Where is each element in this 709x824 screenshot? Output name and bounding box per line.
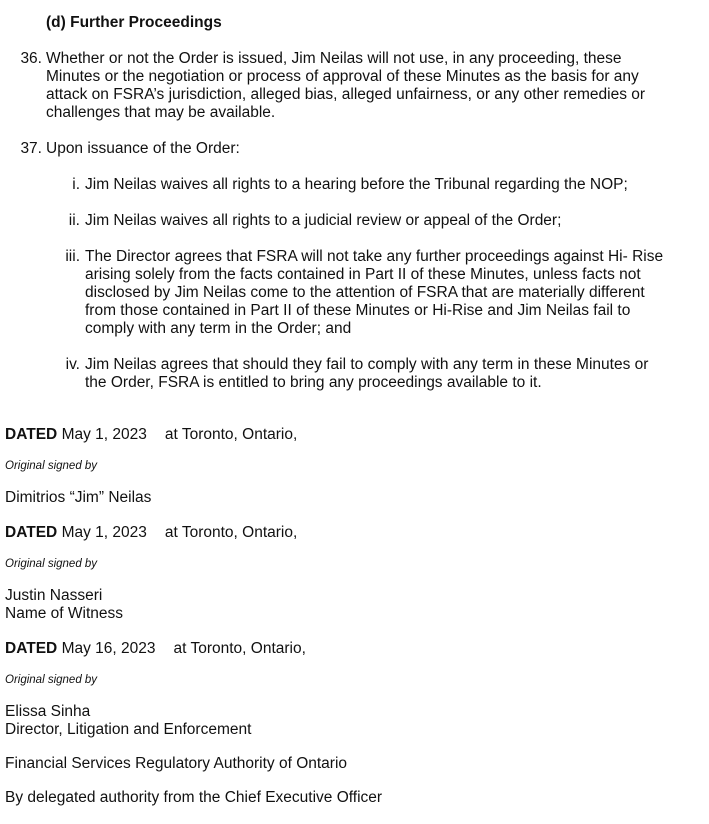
text-line: The Director agrees that FSRA will not take any further proceedings against Hi- Rise [85, 248, 664, 265]
paragraph-number: 36. [20, 50, 42, 67]
date-value: May 1, 2023 [61, 524, 147, 541]
text-line: challenges that may be available. [46, 104, 276, 121]
text-line: from those contained in Part II of these Minutes or Hi-Rise and Jim Neilas fail to [85, 302, 631, 319]
name-line: Name of Witness [5, 605, 124, 622]
subitem-numeral: iii. [65, 248, 80, 265]
dated-label: DATED [5, 640, 58, 657]
organization-name: Financial Services Regulatory Authority of Ontario [5, 755, 348, 772]
signed-note: Original signed by [5, 674, 98, 686]
subitem-numeral: i. [72, 176, 80, 193]
name-line: Director, Litigation and Enforcement [5, 721, 252, 738]
paragraph-37-text [46, 140, 240, 158]
dated-label: DATED [5, 426, 58, 443]
place-value: at Toronto, Ontario, [164, 524, 298, 541]
text-line: Upon issuance of the Order: [46, 140, 240, 157]
text-line: Minutes or the negotiation or process of approval of these Minutes as the basis for any [46, 68, 639, 85]
dated-line [5, 524, 297, 542]
text-line: comply with any term in the Order; and [85, 320, 352, 337]
place-value: at Toronto, Ontario, [173, 640, 306, 657]
date-value: May 1, 2023 [61, 426, 147, 443]
dated-line [5, 426, 297, 444]
dated-label: DATED [5, 524, 58, 541]
name-line: Elissa Sinha [5, 703, 91, 720]
text-line: the Order, FSRA is entitled to bring any proceedings available to it. [85, 374, 542, 391]
name-line: Dimitrios “Jim” Neilas [5, 489, 152, 506]
dated-line [5, 640, 306, 658]
text-line: arising solely from the facts contained in Part II of these Minutes, unless facts not [85, 266, 641, 283]
text-line: Whether or not the Order is issued, Jim Neilas will not use, in any proceeding, these [46, 50, 622, 67]
paragraph-36-text [46, 50, 645, 122]
signed-note: Original signed by [5, 558, 98, 570]
authority-statement: By delegated authority from the Chief Executive Officer [5, 789, 383, 806]
text-line: Jim Neilas waives all rights to a hearing before the Tribunal regarding the NOP; [85, 176, 628, 193]
signatory-name [5, 489, 151, 507]
place-value: at Toronto, Ontario, [164, 426, 298, 443]
subitem-iv-text [85, 356, 648, 392]
subitem-iii-text [85, 248, 663, 338]
signatory-name [5, 587, 123, 623]
text-line: Jim Neilas waives all rights to a judicial review or appeal of the Order; [85, 212, 562, 229]
subitem-numeral: ii. [68, 212, 80, 229]
signed-note: Original signed by [5, 460, 98, 472]
date-value: May 16, 2023 [61, 640, 156, 657]
subitem-ii-text [85, 212, 561, 230]
subitem-i-text [85, 176, 628, 194]
text-line: attack on FSRA’s jurisdiction, alleged bias, alleged unfairness, or any other remedies or [46, 86, 646, 103]
subitem-numeral: iv. [65, 356, 80, 373]
section-heading: (d) Further Proceedings [46, 14, 222, 31]
name-line: Justin Nasseri [5, 587, 103, 604]
paragraph-number: 37. [20, 140, 42, 157]
text-line: Jim Neilas agrees that should they fail to comply with any term in these Minutes or [85, 356, 649, 373]
text-line: disclosed by Jim Neilas come to the attention of FSRA that are materially different [85, 284, 645, 301]
signatory-name [5, 703, 251, 739]
